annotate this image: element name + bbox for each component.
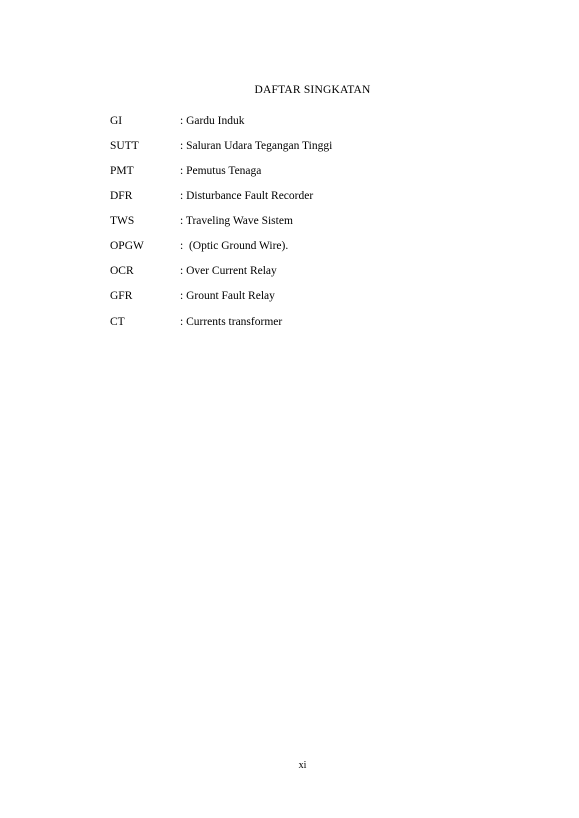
abbreviation-term: OCR (110, 265, 134, 278)
abbreviation-term: CT (110, 315, 125, 328)
list-item (110, 285, 510, 310)
abbreviation-term: SUTT (110, 139, 139, 152)
abbreviation-term: PMT (110, 164, 134, 177)
list-item (110, 134, 510, 159)
list-item (110, 184, 510, 209)
abbreviation-term: TWS (110, 215, 135, 228)
abbreviation-definition: : Saluran Udara Tegangan Tinggi (180, 139, 333, 152)
abbreviation-definition: : Currents transformer (180, 315, 283, 328)
list-item (110, 159, 510, 184)
list-item (110, 234, 510, 259)
abbreviation-definition: : Gardu Induk (180, 114, 245, 127)
list-item (110, 209, 510, 234)
abbreviation-term: GFR (110, 290, 133, 303)
abbreviation-list (110, 109, 510, 335)
abbreviation-definition: : (Optic Ground Wire). (180, 240, 289, 253)
abbreviation-definition: : Traveling Wave Sistem (180, 215, 293, 228)
page-number: xi (298, 760, 307, 771)
abbreviation-term: GI (110, 114, 123, 127)
list-item (110, 109, 510, 134)
page-title: DAFTAR SINGKATAN (254, 84, 371, 96)
abbreviation-definition: : Over Current Relay (180, 265, 277, 278)
abbreviation-term: OPGW (110, 240, 144, 253)
abbreviation-definition: : Disturbance Fault Recorder (180, 190, 314, 203)
abbreviation-definition: : Pemutus Tenaga (180, 164, 262, 177)
abbreviation-term: DFR (110, 190, 133, 203)
list-item (110, 260, 510, 285)
list-item (110, 310, 510, 335)
abbreviation-definition: : Grount Fault Relay (180, 290, 275, 303)
